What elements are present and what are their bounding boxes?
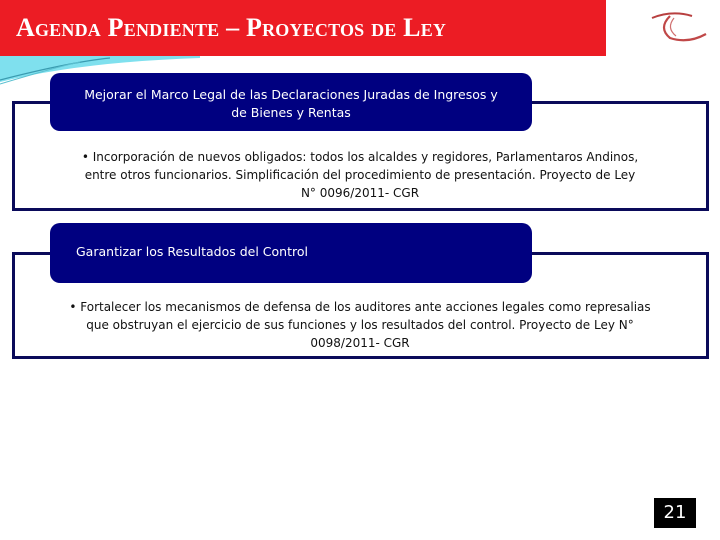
section-2-frame-top-right: [530, 252, 709, 255]
section-1-bullet: [20, 148, 700, 202]
section-1-header: [50, 73, 532, 131]
section-1-bullet-line2: entre otros funcionarios. Simplificación del procedimiento de presentación. Proyecto de Ley: [84, 168, 636, 182]
section-1-bullet-line1: • Incorporación de nuevos obligados: todos los alcaldes y regidores, Parlamentaros Andinos,: [81, 150, 639, 164]
section-1-frame-top-right: [530, 101, 709, 104]
institution-logo-icon: [648, 8, 708, 44]
section-1-bullet-line3: N° 0096/2011- CGR: [300, 186, 420, 200]
section-2-header-line1: Garantizar los Resultados del Control: [76, 244, 308, 259]
page-number: 21: [654, 498, 696, 528]
title-bar: [0, 0, 606, 56]
section-2-bullet: [20, 298, 700, 352]
section-2-bullet-line1: • Fortalecer los mecanismos de defensa de los auditores ante acciones legales como represalias: [69, 300, 651, 314]
section-2-frame-top-left: [12, 252, 52, 255]
section-2-bullet-line2: que obstruyan el ejercicio de sus funciones y los resultados del control. Proyecto de Ley N°: [86, 318, 634, 332]
section-1-header-line1: Mejorar el Marco Legal de las Declaraciones Juradas de Ingresos y: [84, 87, 498, 102]
section-2-bullet-line3: 0098/2011- CGR: [310, 336, 410, 350]
section-2-header: [50, 223, 532, 283]
slide-title: Agenda Pendiente – Proyectos de Ley: [16, 13, 447, 42]
section-1-header-line2: de Bienes y Rentas: [231, 105, 351, 120]
